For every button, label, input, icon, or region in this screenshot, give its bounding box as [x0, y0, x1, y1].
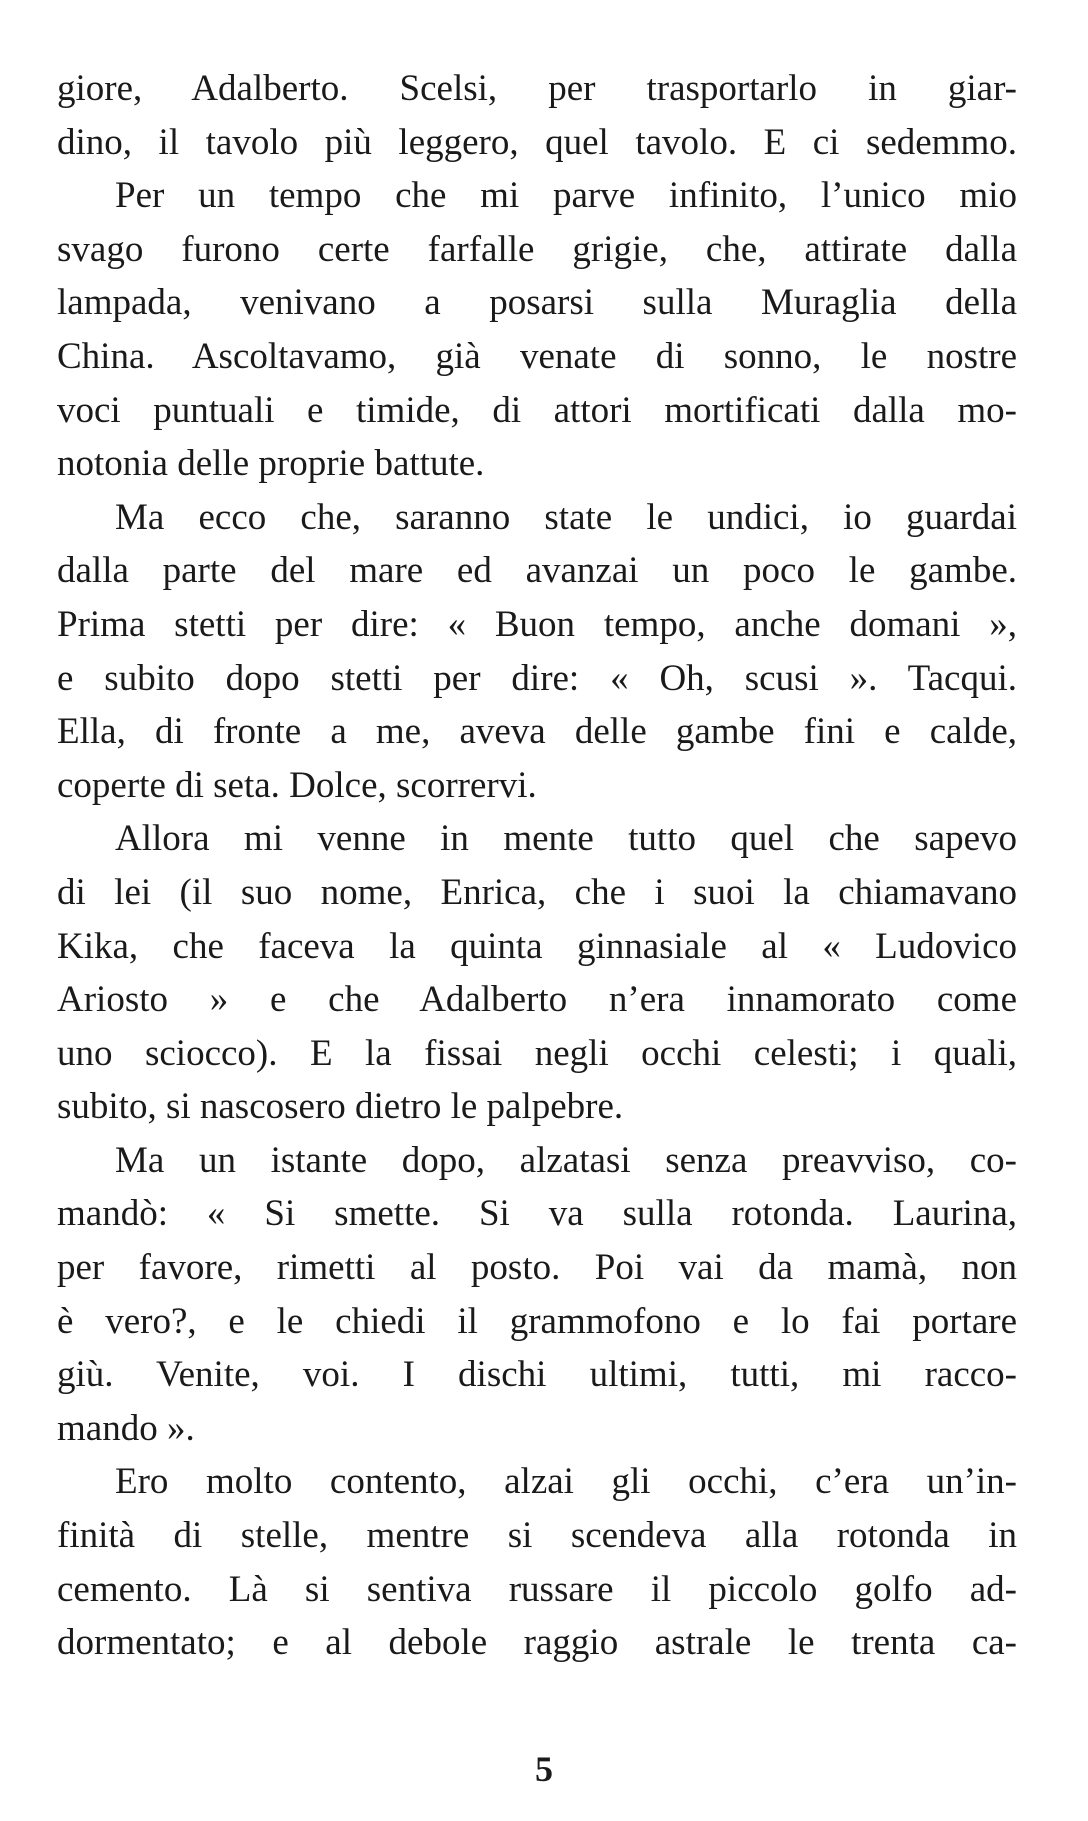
text-line: dormentato; e al debole raggio astrale le trenta ca- — [57, 1622, 1017, 1664]
text-line: Ma ecco che, saranno state le undici, io guardai — [115, 496, 1017, 538]
text-line: mando ». — [57, 1407, 195, 1449]
text-line: Allora mi venne in mente tutto quel che sapevo — [115, 818, 1017, 860]
text-line: uno sciocco). E la fissai negli occhi celesti; i quali, — [57, 1032, 1017, 1074]
text-line: giore, Adalberto. Scelsi, per trasportarlo in giar- — [57, 68, 1017, 109]
text-line: Prima stetti per dire: « Buon tempo, anche domani », — [57, 603, 1017, 645]
text-line: giù. Venite, voi. I dischi ultimi, tutti, mi racco- — [57, 1354, 1017, 1396]
text-line: subito, si nascosero dietro le palpebre. — [57, 1086, 624, 1128]
text-line: finità di stelle, mentre si scendeva alla rotonda in — [57, 1515, 1017, 1557]
text-line: di lei (il suo nome, Enrica, che i suoi la chiamavano — [57, 871, 1017, 913]
body-text — [57, 62, 1017, 1670]
text-line: è vero?, e le chiedi il grammofono e lo fai portare — [57, 1300, 1017, 1342]
text-line: svago furono certe farfalle grigie, che, attirate dalla — [57, 228, 1017, 270]
text-line: Ma un istante dopo, alzatasi senza preavviso, co- — [115, 1139, 1017, 1181]
text-line: Ella, di fronte a me, aveva delle gambe fini e calde, — [57, 711, 1017, 753]
text-line: voci puntuali e timide, di attori mortificati dalla mo- — [57, 389, 1017, 431]
text-line: Ariosto » e che Adalberto n’era innamorato come — [57, 979, 1017, 1021]
text-line: coperte di seta. Dolce, scorrervi. — [57, 764, 537, 806]
text-line: dalla parte del mare ed avanzai un poco le gambe. — [57, 550, 1017, 592]
text-line: cemento. Là si sentiva russare il piccolo golfo ad- — [57, 1568, 1017, 1610]
text-line: mandò: « Si smette. Si va sulla rotonda. Laurina, — [57, 1193, 1017, 1235]
text-line: Per un tempo che mi parve infinito, l’unico mio — [115, 175, 1017, 217]
page-number: 5 — [535, 1749, 553, 1789]
text-line: per favore, rimetti al posto. Poi vai da mamà, non — [57, 1247, 1017, 1289]
text-line: China. Ascoltavamo, già venate di sonno, le nostre — [57, 335, 1017, 377]
text-line: lampada, venivano a posarsi sulla Muraglia della — [57, 282, 1017, 324]
text-line: Kika, che faceva la quinta ginnasiale al « Ludovico — [57, 925, 1017, 967]
text-line: Ero molto contento, alzai gli occhi, c’era un’in- — [115, 1461, 1017, 1503]
text-line: notonia delle proprie battute. — [57, 443, 485, 485]
text-line: dino, il tavolo più leggero, quel tavolo. E ci sedemmo. — [57, 121, 1017, 163]
text-line: e subito dopo stetti per dire: « Oh, scusi ». Tacqui. — [57, 657, 1017, 699]
